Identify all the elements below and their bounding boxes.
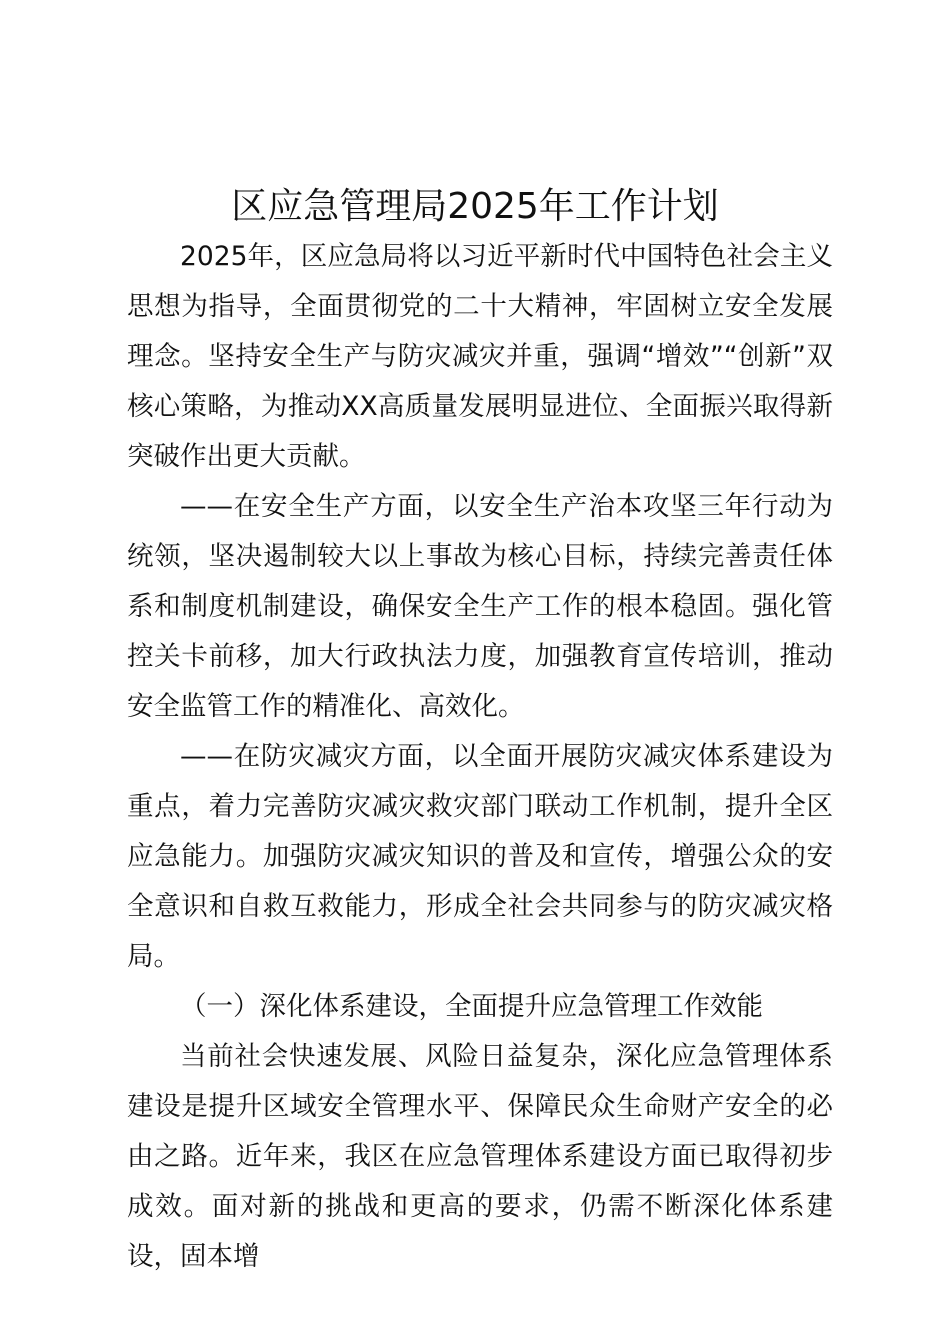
document-title: 区应急管理局2025年工作计划 (231, 186, 719, 227)
section-paragraph: 当前社会快速发展、风险日益复杂，深化应急管理体系建设是提升区域安全管理水平、保障民众生命财产安全的必由之路。近年来，我区在应急管理体系建设方面已取得初步成效。面对新的挑战和更高的要求，仍需不断深化体系建设，固本增 (127, 1041, 833, 1272)
intro-paragraph: 2025年，区应急局将以习近平新时代中国特色社会主义思想为指导，全面贯彻党的二十大精神，牢固树立安全发展理念。坚持安全生产与防灾减灾并重，强调“增效”“创新”双核心策略，为推动XX高质量发展明显进位、全面振兴取得新突破作出更大贡献。 (127, 241, 833, 472)
disaster-prevention-paragraph: ——在防灾减灾方面，以全面开展防灾减灾体系建设为重点，着力完善防灾减灾救灾部门联动工作机制，提升全区应急能力。加强防灾减灾知识的普及和宣传，增强公众的安全意识和自救互救能力，形成全社会共同参与的防灾减灾格局。 (127, 741, 833, 972)
safety-production-paragraph: ——在安全生产方面，以安全生产治本攻坚三年行动为统领，坚决遏制较大以上事故为核心目标，持续完善责任体系和制度机制建设，确保安全生产工作的根本稳固。强化管控关卡前移，加大行政执法力度，加强教育宣传培训，推动安全监管工作的精准化、高效化。 (127, 491, 833, 722)
section-heading: （一）深化体系建设，全面提升应急管理工作效能 (180, 991, 763, 1022)
document-body (127, 232, 833, 1282)
